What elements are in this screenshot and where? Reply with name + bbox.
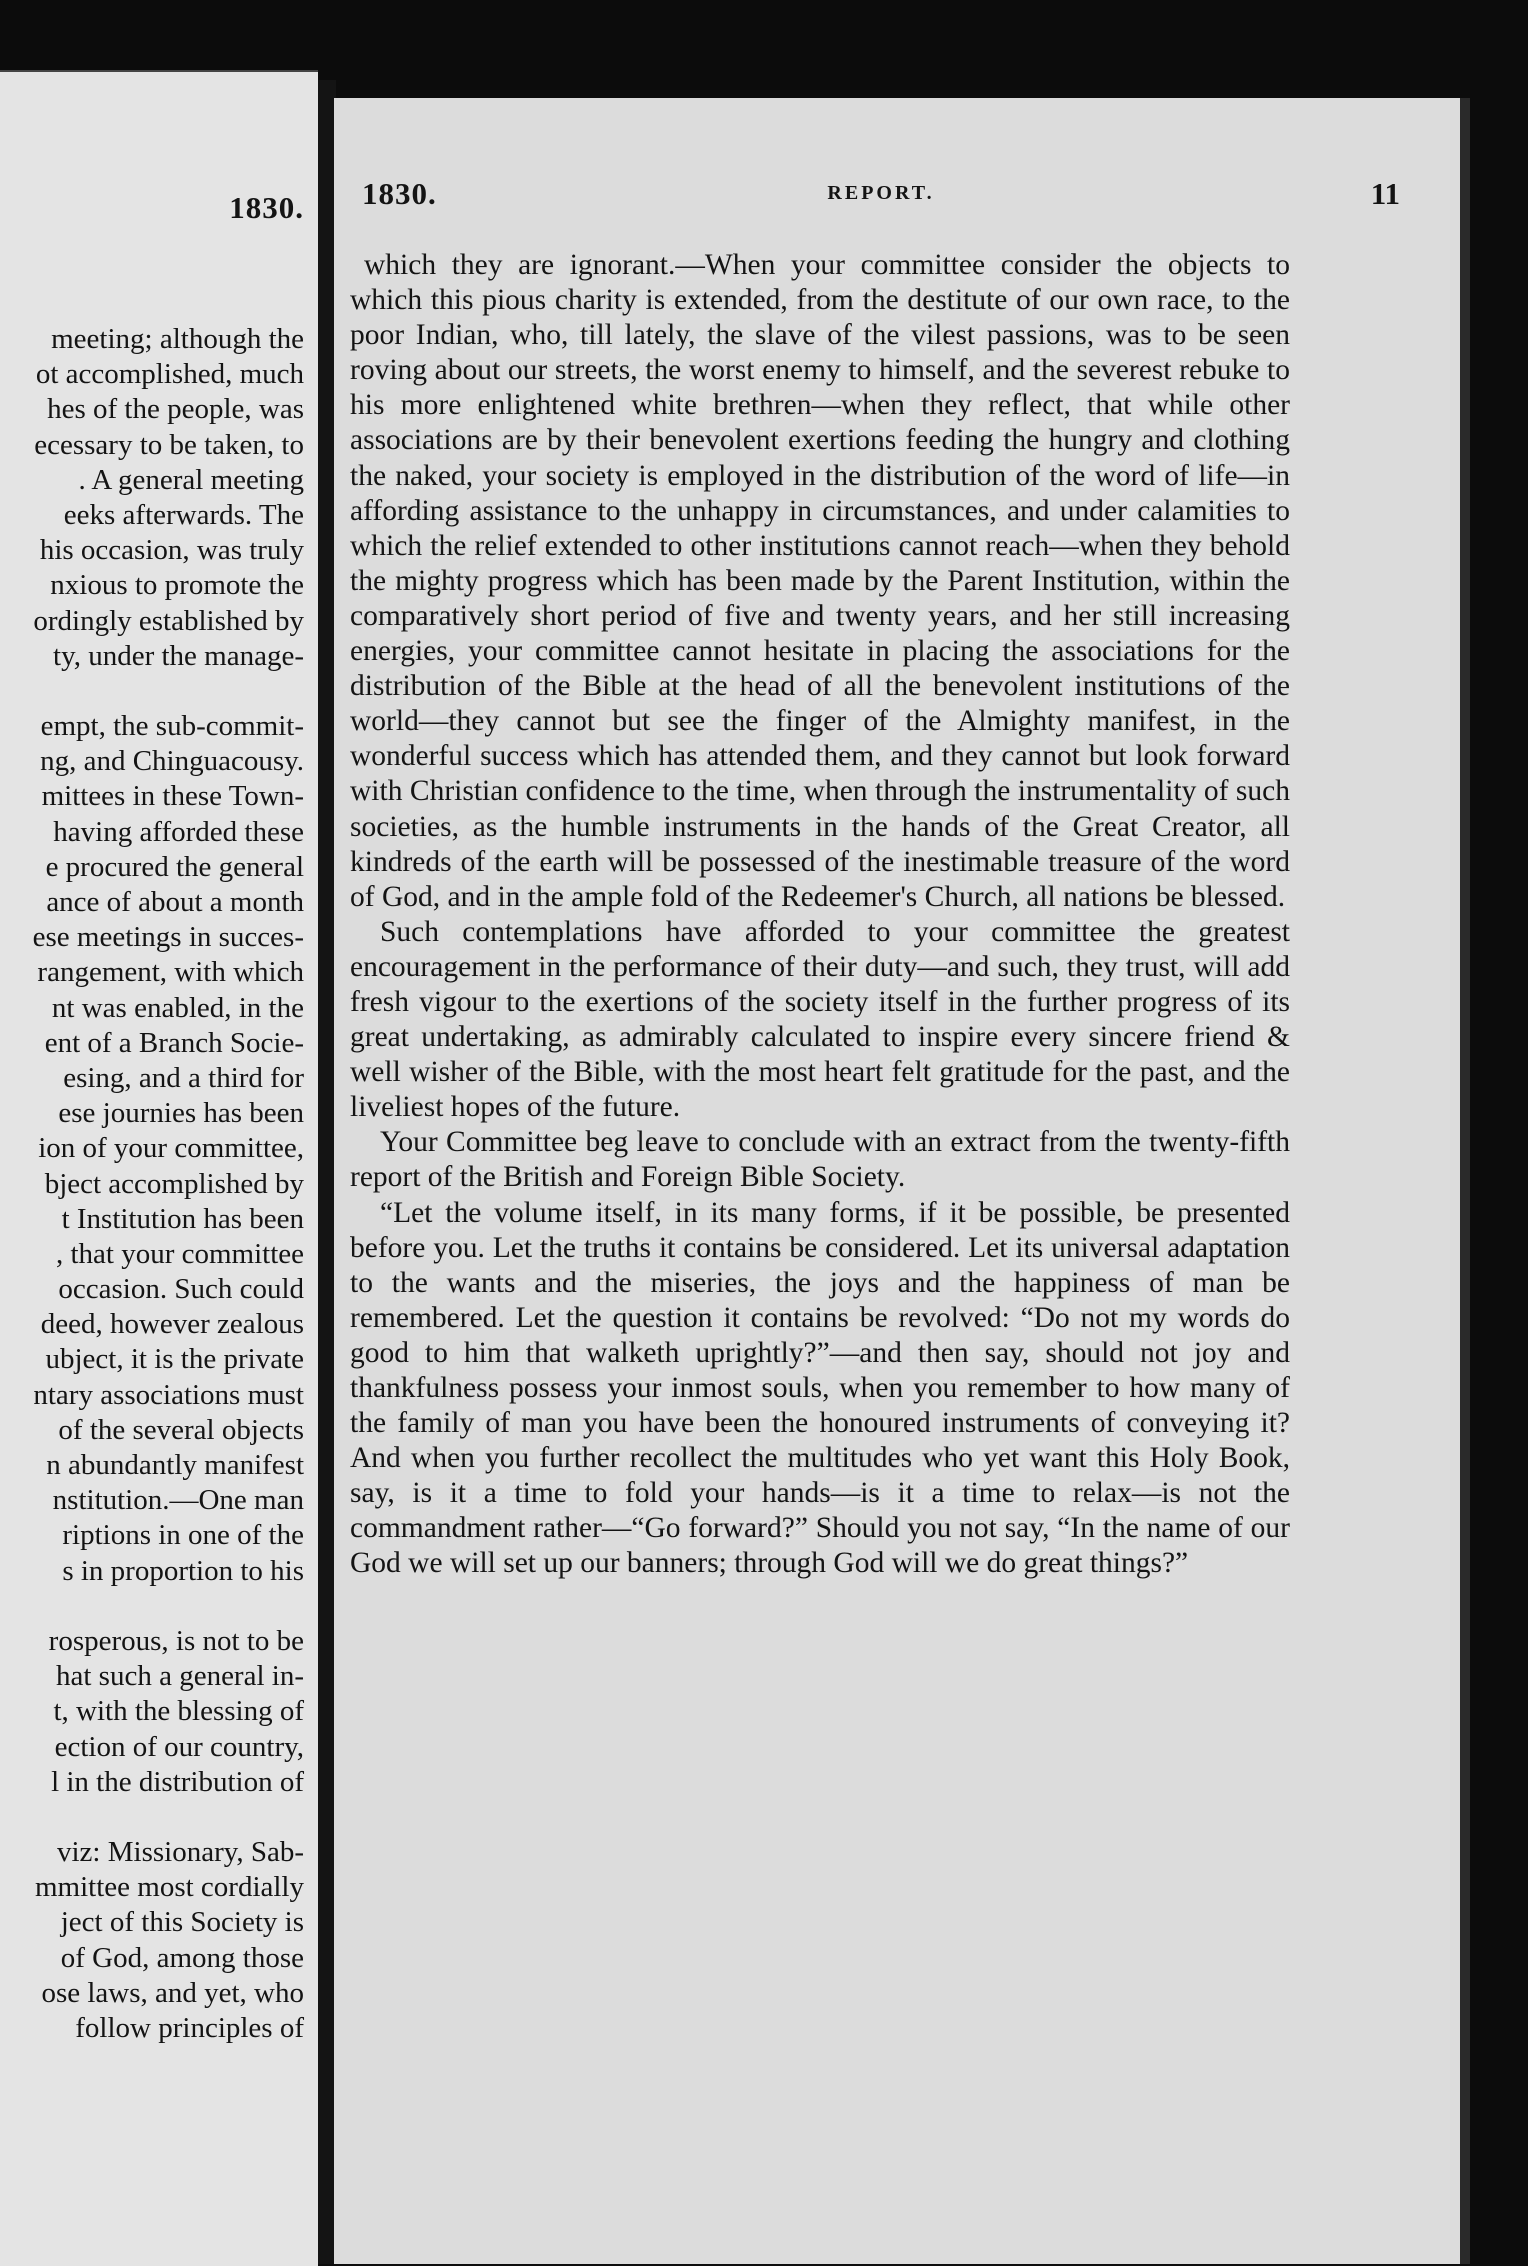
left-page-line: of God, among those	[60, 1941, 304, 1974]
page-header	[362, 176, 1400, 216]
left-page-line: mmittee most cordially	[34, 1871, 304, 1904]
left-page-line: ject of this Society is	[60, 1906, 304, 1939]
left-page-line: viz: Missionary, Sab-	[56, 1836, 304, 1869]
left-page-line: ot accomplished, much	[35, 358, 304, 391]
left-page-line: ance of about a month	[46, 886, 304, 918]
left-page-line: his occasion, was truly	[39, 534, 304, 567]
left-page-line: ose laws, and yet, who	[41, 1976, 304, 2009]
left-page-line: ng, and Chinguacousy.	[40, 745, 304, 778]
left-page-line: l in the distribution of	[51, 1765, 304, 1798]
left-page-line: ecessary to be taken, to	[34, 428, 304, 461]
left-page-line: ty, under the manage-	[53, 639, 304, 672]
left-page-line: nt was enabled, in the	[51, 991, 304, 1024]
page-year: 1830.	[362, 176, 437, 211]
left-page-line: hes of the people, was	[47, 393, 304, 426]
left-page-line: ese journies has been	[58, 1097, 304, 1130]
left-page-line: n abundantly manifest	[46, 1449, 304, 1481]
left-page-line: s in proportion to his	[62, 1554, 304, 1587]
left-page-line: t Institution has been	[61, 1202, 304, 1235]
right-page	[334, 98, 1470, 2264]
left-page-line: nxious to promote the	[50, 569, 304, 602]
left-page-line: mittees in these Town-	[41, 780, 304, 813]
left-page-year: 1830.	[229, 190, 304, 225]
left-page-line: empt, the sub-commit-	[40, 710, 304, 743]
left-page-line: t, with the blessing of	[53, 1695, 304, 1728]
left-page-line: ese meetings in succes-	[32, 921, 304, 954]
left-page-line: follow principles of	[75, 2012, 304, 2044]
paragraph: “Let the volume itself, in its many forms, if it be possible, be presented before you. Let the truths it contains be considered. Let its universal adaptation to the wants and the miseries, the joys and the happiness of man be remembered. Let the question it contains be revolved: “Do not my words do good to him that walketh uprightly?”—and then say, should not joy and thankfulness possess your inmost souls, when you remember to how many of the family of man you have been the honoured instruments of conveying it? And when you further recollect the multitudes who yet want this Holy Book, say, is it a time to fold your hands—is it a time to relax—is not the commandment rather—“Go forward?” Should you not say, “In the name of our God we will set up our banners; through God will we do great things?”	[350, 1196, 1290, 1580]
left-page-line	[0, 674, 304, 709]
left-page-line: . A general meeting	[78, 463, 304, 496]
left-page-line: ntary associations must	[33, 1378, 304, 1411]
left-page-line	[0, 1589, 304, 1624]
left-page-line: riptions in one of the	[62, 1519, 304, 1552]
left-page-line: ordingly established by	[33, 604, 304, 637]
body-text	[350, 248, 1290, 1582]
paragraph: which they are ignorant.—When your committee consider the objects to which this pious charity is extended, from the destitute of our own race, to the poor Indian, who, till lately, the slave of the vilest passions, was to be seen roving about our streets, the worst enemy to himself, and the severest rebuke to his more enlightened white brethren—when they reflect, that while other associations are by their benevolent exertions feeding the hungry and clothing the naked, your society is employed in the distribution of the word of life—in affording assistance to the unhappy in circumstances, and under calamities to which the relief extended to other institutions cannot reach—when they behold the mighty progress which has been made by the Parent Institution, within the comparatively short period of five and twenty years, and her still increasing energies, your committee cannot hesitate in placing the associations for the distribution of the Bible at the head of all the benevolent institutions of the world—they cannot but see the finger of the Almighty manifest, in the wonderful success which has attended them, and they cannot but look forward with Christian confidence to the time, when through the instrumentality of such societies, as the humble instruments in the hands of the Great Creator, all kindreds of the earth will be possessed of the inestimable treasure of the word of God, and in the ample fold of the Redeemer's Church, all nations be blessed.	[350, 249, 1290, 913]
left-page-line: rangement, with which	[37, 956, 304, 989]
left-page-line: of the several objects	[58, 1413, 304, 1446]
running-title: REPORT.	[827, 182, 935, 204]
paragraph: Such contemplations have afforded to your committee the greatest encouragement in the performance of their duty—and such, they trust, will add fresh vigour to the exertions of the society itself in the further progress of its great undertaking, as admirably calculated to inspire every sincere friend & well wisher of the Bible, with the most heart felt gratitude for the past, and the liveliest hopes of the future.	[350, 915, 1290, 1124]
left-page-line: ion of your committee,	[38, 1132, 304, 1165]
left-page-line: , that your committee	[55, 1237, 304, 1270]
left-page-line: ubject, it is the private	[45, 1343, 304, 1376]
left-page-line: e procured the general	[45, 850, 304, 883]
left-page-line	[0, 1800, 304, 1835]
left-page-text	[0, 322, 304, 2046]
left-page-line: deed, however zealous	[40, 1308, 304, 1341]
left-page-line: meeting; although the	[51, 323, 304, 355]
left-page-line: eeks afterwards. The	[63, 498, 304, 531]
left-page-line: occasion. Such could	[58, 1273, 304, 1306]
left-page-line: ection of our country,	[54, 1730, 304, 1763]
paragraph: Your Committee beg leave to conclude with an extract from the twenty-fifth report of the British and Foreign Bible Society.	[350, 1126, 1290, 1194]
left-page-line: rosperous, is not to be	[48, 1624, 304, 1657]
left-page-line: ent of a Branch Socie-	[44, 1026, 304, 1059]
left-page-line: esing, and a third for	[63, 1061, 304, 1094]
page-number: 11	[1370, 176, 1400, 211]
left-page	[0, 70, 318, 2266]
left-page-line: having afforded these	[53, 815, 304, 848]
left-page-line: nstitution.—One man	[52, 1484, 304, 1517]
left-page-line: bject accomplished by	[44, 1167, 304, 1200]
left-page-line: hat such a general in-	[55, 1660, 304, 1693]
